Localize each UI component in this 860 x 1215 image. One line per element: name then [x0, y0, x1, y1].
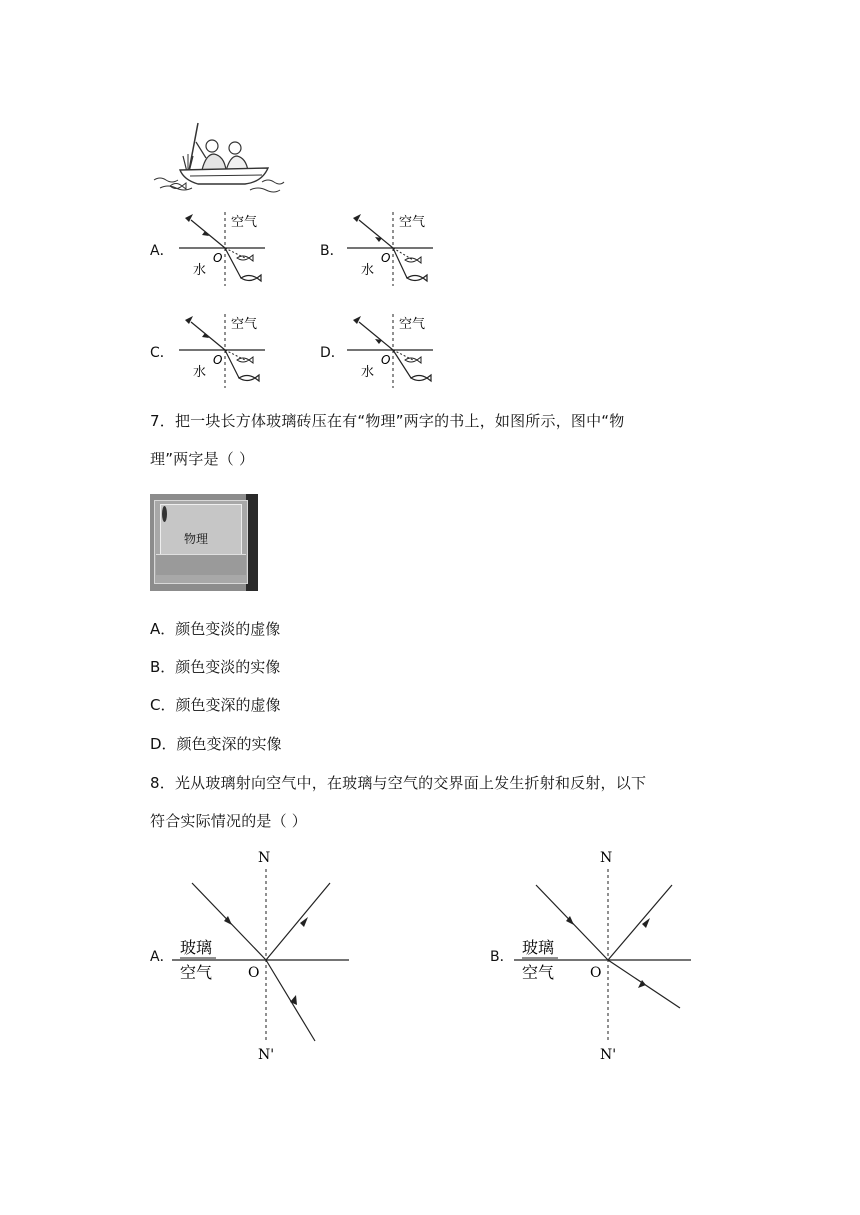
q7-choice-b[interactable]: B．颜色变淡的实像 [150, 658, 281, 676]
normal-bottom-label: N' [258, 1047, 275, 1063]
normal-top-label: N [258, 850, 271, 866]
q7-choice-a[interactable]: A．颜色变淡的虚像 [150, 620, 281, 638]
q6-option-c-label[interactable]: C． [150, 345, 174, 361]
q6-option-a-label[interactable]: A． [150, 243, 174, 259]
q6-option-b-label[interactable]: B． [320, 243, 344, 259]
origin-label: O [213, 251, 223, 265]
normal-top-label: N [600, 850, 613, 866]
water-label: 水 [361, 365, 375, 380]
q7-choice-c[interactable]: C．颜色变深的虚像 [150, 696, 281, 714]
q7-question-line-2: 理”两字是（ ） [150, 450, 255, 468]
q8-option-b-label[interactable]: B． [490, 949, 514, 965]
glass-label: 玻璃 [180, 938, 213, 957]
air-label: 空气 [522, 963, 555, 982]
q8-question-line-1: 8．光从玻璃射向空气中，在玻璃与空气的交界面上发生折射和反射，以下 [150, 774, 647, 792]
water-label: 水 [361, 263, 375, 278]
air-label: 空气 [180, 963, 213, 982]
origin-label: O [381, 251, 391, 265]
q8-option-a-diagram [172, 845, 357, 1065]
water-label: 水 [193, 263, 207, 278]
photo-text: 物理 [184, 532, 209, 546]
origin-label: O [381, 353, 391, 367]
fish-icon [407, 275, 427, 281]
water-label: 水 [193, 365, 207, 380]
normal-bottom-label: N' [600, 1047, 617, 1063]
q6-option-c-diagram [175, 310, 270, 390]
air-label: 空气 [399, 215, 426, 230]
q6-option-d-diagram [343, 310, 438, 390]
q7-question-line-1: 7．把一块长方体玻璃砖压在有“物理”两字的书上，如图所示，图中“物 [150, 412, 625, 430]
glass-label: 玻璃 [522, 938, 555, 957]
fishing-boat-illustration [150, 118, 285, 196]
air-label: 空气 [399, 317, 426, 332]
q6-option-b-diagram [343, 208, 438, 288]
origin-label: O [213, 353, 223, 367]
origin-label: O [590, 965, 602, 981]
q6-option-a-diagram [175, 208, 270, 288]
air-label: 空气 [231, 215, 258, 230]
q6-option-d-label[interactable]: D． [320, 345, 345, 361]
fish-icon [239, 375, 259, 381]
origin-label: O [248, 965, 260, 981]
q7-choice-d[interactable]: D．颜色变深的实像 [150, 735, 282, 753]
fish-icon [411, 375, 431, 381]
air-label: 空气 [231, 317, 258, 332]
glass-brick-photo [150, 494, 258, 591]
q8-option-b-diagram [514, 845, 699, 1065]
fish-icon [241, 275, 261, 281]
q8-question-line-2: 符合实际情况的是（ ） [150, 812, 307, 830]
q8-option-a-label[interactable]: A． [150, 949, 174, 965]
